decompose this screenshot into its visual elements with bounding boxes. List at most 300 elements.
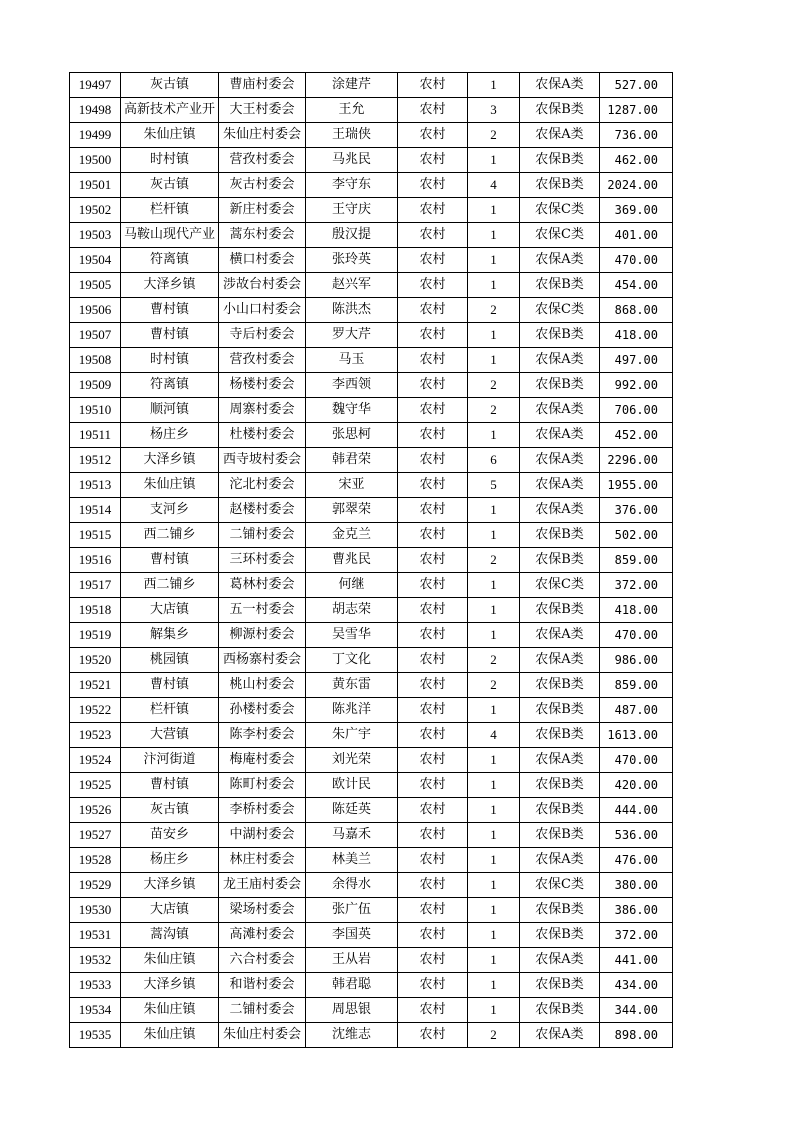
amount-cell: 418.00 <box>600 598 673 623</box>
area-type-cell: 农村 <box>398 698 468 723</box>
village-cell: 陈町村委会 <box>219 773 306 798</box>
area-type-cell: 农村 <box>398 498 468 523</box>
household-count-cell: 1 <box>468 698 520 723</box>
amount-cell: 536.00 <box>600 823 673 848</box>
row-id: 19497 <box>70 73 121 98</box>
area-type-cell: 农村 <box>398 973 468 998</box>
household-count-cell: 1 <box>468 773 520 798</box>
household-count-cell: 2 <box>468 398 520 423</box>
category-cell: 农保B类 <box>520 273 600 298</box>
village-cell: 葛林村委会 <box>219 573 306 598</box>
table-row <box>70 473 673 498</box>
person-name-cell: 魏守华 <box>306 398 398 423</box>
row-id: 19528 <box>70 848 121 873</box>
household-count-cell: 1 <box>468 223 520 248</box>
town-cell: 符离镇 <box>121 373 219 398</box>
household-count-cell: 1 <box>468 923 520 948</box>
category-cell: 农保A类 <box>520 648 600 673</box>
category-cell: 农保B类 <box>520 723 600 748</box>
category-cell: 农保A类 <box>520 498 600 523</box>
category-cell: 农保B类 <box>520 898 600 923</box>
category-cell: 农保A类 <box>520 123 600 148</box>
row-id: 19515 <box>70 523 121 548</box>
household-count-cell: 4 <box>468 723 520 748</box>
amount-cell: 372.00 <box>600 923 673 948</box>
table-row <box>70 998 673 1023</box>
village-cell: 大王村委会 <box>219 98 306 123</box>
row-id: 19505 <box>70 273 121 298</box>
table-row <box>70 848 673 873</box>
household-count-cell: 2 <box>468 1023 520 1048</box>
table-row <box>70 973 673 998</box>
household-count-cell: 1 <box>468 198 520 223</box>
household-count-cell: 1 <box>468 323 520 348</box>
category-cell: 农保B类 <box>520 173 600 198</box>
area-type-cell: 农村 <box>398 73 468 98</box>
town-cell: 杨庄乡 <box>121 423 219 448</box>
town-cell: 西二铺乡 <box>121 523 219 548</box>
category-cell: 农保A类 <box>520 448 600 473</box>
amount-cell: 470.00 <box>600 248 673 273</box>
amount-cell: 497.00 <box>600 348 673 373</box>
area-type-cell: 农村 <box>398 148 468 173</box>
amount-cell: 859.00 <box>600 548 673 573</box>
amount-cell: 986.00 <box>600 648 673 673</box>
person-name-cell: 沈维志 <box>306 1023 398 1048</box>
amount-cell: 369.00 <box>600 198 673 223</box>
category-cell: 农保B类 <box>520 673 600 698</box>
row-id: 19502 <box>70 198 121 223</box>
area-type-cell: 农村 <box>398 923 468 948</box>
household-count-cell: 1 <box>468 798 520 823</box>
row-id: 19525 <box>70 773 121 798</box>
town-cell: 苗安乡 <box>121 823 219 848</box>
amount-cell: 992.00 <box>600 373 673 398</box>
table-row <box>70 798 673 823</box>
village-cell: 曹庙村委会 <box>219 73 306 98</box>
table-row <box>70 223 673 248</box>
category-cell: 农保B类 <box>520 698 600 723</box>
town-cell: 时村镇 <box>121 348 219 373</box>
table-row <box>70 1023 673 1048</box>
town-cell: 大泽乡镇 <box>121 273 219 298</box>
row-id: 19513 <box>70 473 121 498</box>
table-row <box>70 98 673 123</box>
household-count-cell: 2 <box>468 548 520 573</box>
household-count-cell: 1 <box>468 823 520 848</box>
amount-cell: 706.00 <box>600 398 673 423</box>
village-cell: 朱仙庄村委会 <box>219 123 306 148</box>
household-count-cell: 2 <box>468 648 520 673</box>
area-type-cell: 农村 <box>398 173 468 198</box>
category-cell: 农保B类 <box>520 523 600 548</box>
row-id: 19520 <box>70 648 121 673</box>
town-cell: 栏杆镇 <box>121 698 219 723</box>
row-id: 19501 <box>70 173 121 198</box>
row-id: 19517 <box>70 573 121 598</box>
town-cell: 朱仙庄镇 <box>121 998 219 1023</box>
household-count-cell: 1 <box>468 73 520 98</box>
person-name-cell: 涂建芹 <box>306 73 398 98</box>
area-type-cell: 农村 <box>398 598 468 623</box>
village-cell: 梅庵村委会 <box>219 748 306 773</box>
town-cell: 大泽乡镇 <box>121 973 219 998</box>
person-name-cell: 欧计民 <box>306 773 398 798</box>
person-name-cell: 郭翠荣 <box>306 498 398 523</box>
table-row <box>70 123 673 148</box>
records-table <box>69 72 673 1048</box>
area-type-cell: 农村 <box>398 423 468 448</box>
person-name-cell: 罗大芹 <box>306 323 398 348</box>
village-cell: 桃山村委会 <box>219 673 306 698</box>
amount-cell: 380.00 <box>600 873 673 898</box>
category-cell: 农保B类 <box>520 823 600 848</box>
row-id: 19508 <box>70 348 121 373</box>
row-id: 19534 <box>70 998 121 1023</box>
person-name-cell: 余得水 <box>306 873 398 898</box>
town-cell: 大泽乡镇 <box>121 873 219 898</box>
person-name-cell: 胡志荣 <box>306 598 398 623</box>
row-id: 19511 <box>70 423 121 448</box>
category-cell: 农保A类 <box>520 948 600 973</box>
household-count-cell: 1 <box>468 248 520 273</box>
amount-cell: 434.00 <box>600 973 673 998</box>
table-row <box>70 598 673 623</box>
person-name-cell: 赵兴军 <box>306 273 398 298</box>
area-type-cell: 农村 <box>398 748 468 773</box>
village-cell: 孙楼村委会 <box>219 698 306 723</box>
amount-cell: 470.00 <box>600 748 673 773</box>
area-type-cell: 农村 <box>398 898 468 923</box>
person-name-cell: 周思银 <box>306 998 398 1023</box>
row-id: 19523 <box>70 723 121 748</box>
amount-cell: 420.00 <box>600 773 673 798</box>
household-count-cell: 1 <box>468 598 520 623</box>
village-cell: 二铺村委会 <box>219 523 306 548</box>
row-id: 19499 <box>70 123 121 148</box>
amount-cell: 401.00 <box>600 223 673 248</box>
amount-cell: 859.00 <box>600 673 673 698</box>
person-name-cell: 陈洪杰 <box>306 298 398 323</box>
household-count-cell: 1 <box>468 748 520 773</box>
table-row <box>70 373 673 398</box>
row-id: 19526 <box>70 798 121 823</box>
area-type-cell: 农村 <box>398 373 468 398</box>
household-count-cell: 2 <box>468 123 520 148</box>
category-cell: 农保B类 <box>520 973 600 998</box>
table-row <box>70 898 673 923</box>
area-type-cell: 农村 <box>398 823 468 848</box>
household-count-cell: 1 <box>468 148 520 173</box>
table-row <box>70 348 673 373</box>
town-cell: 曹村镇 <box>121 673 219 698</box>
category-cell: 农保A类 <box>520 848 600 873</box>
table-row <box>70 823 673 848</box>
table-row <box>70 923 673 948</box>
row-id: 19527 <box>70 823 121 848</box>
area-type-cell: 农村 <box>398 473 468 498</box>
category-cell: 农保C类 <box>520 198 600 223</box>
household-count-cell: 1 <box>468 348 520 373</box>
area-type-cell: 农村 <box>398 723 468 748</box>
category-cell: 农保A类 <box>520 623 600 648</box>
town-cell: 高新技术产业开 <box>121 98 219 123</box>
category-cell: 农保B类 <box>520 598 600 623</box>
row-id: 19529 <box>70 873 121 898</box>
town-cell: 曹村镇 <box>121 548 219 573</box>
town-cell: 灰古镇 <box>121 73 219 98</box>
category-cell: 农保B类 <box>520 98 600 123</box>
category-cell: 农保A类 <box>520 423 600 448</box>
town-cell: 朱仙庄镇 <box>121 123 219 148</box>
table-row <box>70 748 673 773</box>
town-cell: 曹村镇 <box>121 298 219 323</box>
person-name-cell: 曹兆民 <box>306 548 398 573</box>
town-cell: 曹村镇 <box>121 323 219 348</box>
village-cell: 龙王庙村委会 <box>219 873 306 898</box>
amount-cell: 462.00 <box>600 148 673 173</box>
table-row <box>70 698 673 723</box>
amount-cell: 418.00 <box>600 323 673 348</box>
household-count-cell: 1 <box>468 998 520 1023</box>
area-type-cell: 农村 <box>398 773 468 798</box>
village-cell: 灰古村委会 <box>219 173 306 198</box>
town-cell: 蒿沟镇 <box>121 923 219 948</box>
village-cell: 柳源村委会 <box>219 623 306 648</box>
category-cell: 农保C类 <box>520 873 600 898</box>
amount-cell: 736.00 <box>600 123 673 148</box>
village-cell: 中湖村委会 <box>219 823 306 848</box>
village-cell: 梁场村委会 <box>219 898 306 923</box>
person-name-cell: 宋亚 <box>306 473 398 498</box>
person-name-cell: 林美兰 <box>306 848 398 873</box>
person-name-cell: 何继 <box>306 573 398 598</box>
area-type-cell: 农村 <box>398 623 468 648</box>
town-cell: 杨庄乡 <box>121 848 219 873</box>
row-id: 19516 <box>70 548 121 573</box>
amount-cell: 344.00 <box>600 998 673 1023</box>
amount-cell: 386.00 <box>600 898 673 923</box>
village-cell: 二铺村委会 <box>219 998 306 1023</box>
village-cell: 赵楼村委会 <box>219 498 306 523</box>
table-row <box>70 298 673 323</box>
table-row <box>70 73 673 98</box>
village-cell: 高滩村委会 <box>219 923 306 948</box>
area-type-cell: 农村 <box>398 98 468 123</box>
town-cell: 大店镇 <box>121 898 219 923</box>
area-type-cell: 农村 <box>398 873 468 898</box>
row-id: 19512 <box>70 448 121 473</box>
category-cell: 农保A类 <box>520 398 600 423</box>
town-cell: 符离镇 <box>121 248 219 273</box>
category-cell: 农保B类 <box>520 998 600 1023</box>
row-id: 19522 <box>70 698 121 723</box>
household-count-cell: 1 <box>468 623 520 648</box>
person-name-cell: 王瑞侠 <box>306 123 398 148</box>
village-cell: 三环村委会 <box>219 548 306 573</box>
row-id: 19514 <box>70 498 121 523</box>
table-row <box>70 723 673 748</box>
amount-cell: 441.00 <box>600 948 673 973</box>
person-name-cell: 金克兰 <box>306 523 398 548</box>
person-name-cell: 张思柯 <box>306 423 398 448</box>
household-count-cell: 1 <box>468 423 520 448</box>
household-count-cell: 2 <box>468 673 520 698</box>
town-cell: 曹村镇 <box>121 773 219 798</box>
table-body <box>70 73 673 1048</box>
town-cell: 解集乡 <box>121 623 219 648</box>
table-row <box>70 273 673 298</box>
category-cell: 农保A类 <box>520 73 600 98</box>
category-cell: 农保B类 <box>520 148 600 173</box>
town-cell: 汴河街道 <box>121 748 219 773</box>
person-name-cell: 马兆民 <box>306 148 398 173</box>
town-cell: 时村镇 <box>121 148 219 173</box>
person-name-cell: 王从岩 <box>306 948 398 973</box>
area-type-cell: 农村 <box>398 123 468 148</box>
row-id: 19507 <box>70 323 121 348</box>
person-name-cell: 韩君荣 <box>306 448 398 473</box>
table-row <box>70 323 673 348</box>
table-row <box>70 398 673 423</box>
person-name-cell: 李西领 <box>306 373 398 398</box>
table-row <box>70 623 673 648</box>
village-cell: 周寨村委会 <box>219 398 306 423</box>
person-name-cell: 韩君聪 <box>306 973 398 998</box>
row-id: 19535 <box>70 1023 121 1048</box>
category-cell: 农保B类 <box>520 923 600 948</box>
town-cell: 栏杆镇 <box>121 198 219 223</box>
area-type-cell: 农村 <box>398 1023 468 1048</box>
table-row <box>70 548 673 573</box>
person-name-cell: 丁文化 <box>306 648 398 673</box>
row-id: 19498 <box>70 98 121 123</box>
amount-cell: 2296.00 <box>600 448 673 473</box>
area-type-cell: 农村 <box>398 548 468 573</box>
person-name-cell: 李国英 <box>306 923 398 948</box>
amount-cell: 454.00 <box>600 273 673 298</box>
household-count-cell: 4 <box>468 173 520 198</box>
person-name-cell: 马嘉禾 <box>306 823 398 848</box>
table-row <box>70 448 673 473</box>
town-cell: 顺河镇 <box>121 398 219 423</box>
village-cell: 营孜村委会 <box>219 148 306 173</box>
village-cell: 沱北村委会 <box>219 473 306 498</box>
household-count-cell: 1 <box>468 273 520 298</box>
table-row <box>70 673 673 698</box>
village-cell: 杨楼村委会 <box>219 373 306 398</box>
town-cell: 朱仙庄镇 <box>121 473 219 498</box>
amount-cell: 452.00 <box>600 423 673 448</box>
category-cell: 农保B类 <box>520 798 600 823</box>
row-id: 19533 <box>70 973 121 998</box>
household-count-cell: 2 <box>468 298 520 323</box>
table-row <box>70 573 673 598</box>
row-id: 19506 <box>70 298 121 323</box>
area-type-cell: 农村 <box>398 848 468 873</box>
person-name-cell: 王守庆 <box>306 198 398 223</box>
table-row <box>70 248 673 273</box>
town-cell: 支河乡 <box>121 498 219 523</box>
village-cell: 林庄村委会 <box>219 848 306 873</box>
category-cell: 农保A类 <box>520 473 600 498</box>
amount-cell: 2024.00 <box>600 173 673 198</box>
village-cell: 西杨寨村委会 <box>219 648 306 673</box>
table-row <box>70 423 673 448</box>
table-row <box>70 173 673 198</box>
village-cell: 五一村委会 <box>219 598 306 623</box>
household-count-cell: 2 <box>468 373 520 398</box>
table-row <box>70 498 673 523</box>
village-cell: 寺后村委会 <box>219 323 306 348</box>
village-cell: 杜楼村委会 <box>219 423 306 448</box>
household-count-cell: 1 <box>468 848 520 873</box>
village-cell: 六合村委会 <box>219 948 306 973</box>
category-cell: 农保B类 <box>520 548 600 573</box>
row-id: 19519 <box>70 623 121 648</box>
category-cell: 农保C类 <box>520 298 600 323</box>
row-id: 19509 <box>70 373 121 398</box>
village-cell: 陈李村委会 <box>219 723 306 748</box>
amount-cell: 1955.00 <box>600 473 673 498</box>
area-type-cell: 农村 <box>398 673 468 698</box>
person-name-cell: 张玲英 <box>306 248 398 273</box>
table-row <box>70 523 673 548</box>
amount-cell: 502.00 <box>600 523 673 548</box>
town-cell: 大泽乡镇 <box>121 448 219 473</box>
area-type-cell: 农村 <box>398 348 468 373</box>
person-name-cell: 吴雪华 <box>306 623 398 648</box>
row-id: 19530 <box>70 898 121 923</box>
category-cell: 农保C类 <box>520 223 600 248</box>
category-cell: 农保B类 <box>520 323 600 348</box>
amount-cell: 487.00 <box>600 698 673 723</box>
household-count-cell: 1 <box>468 873 520 898</box>
area-type-cell: 农村 <box>398 198 468 223</box>
village-cell: 蒿东村委会 <box>219 223 306 248</box>
area-type-cell: 农村 <box>398 248 468 273</box>
person-name-cell: 殷汉提 <box>306 223 398 248</box>
person-name-cell: 刘光荣 <box>306 748 398 773</box>
household-count-cell: 1 <box>468 898 520 923</box>
table-row <box>70 148 673 173</box>
town-cell: 大店镇 <box>121 598 219 623</box>
town-cell: 桃园镇 <box>121 648 219 673</box>
amount-cell: 868.00 <box>600 298 673 323</box>
village-cell: 营孜村委会 <box>219 348 306 373</box>
town-cell: 灰古镇 <box>121 173 219 198</box>
row-id: 19524 <box>70 748 121 773</box>
amount-cell: 898.00 <box>600 1023 673 1048</box>
category-cell: 农保A类 <box>520 348 600 373</box>
table-row <box>70 948 673 973</box>
area-type-cell: 农村 <box>398 573 468 598</box>
row-id: 19518 <box>70 598 121 623</box>
person-name-cell: 张广伍 <box>306 898 398 923</box>
household-count-cell: 6 <box>468 448 520 473</box>
amount-cell: 376.00 <box>600 498 673 523</box>
village-cell: 涉故台村委会 <box>219 273 306 298</box>
household-count-cell: 3 <box>468 98 520 123</box>
person-name-cell: 陈廷英 <box>306 798 398 823</box>
area-type-cell: 农村 <box>398 998 468 1023</box>
row-id: 19531 <box>70 923 121 948</box>
category-cell: 农保A类 <box>520 748 600 773</box>
table-row <box>70 773 673 798</box>
village-cell: 横口村委会 <box>219 248 306 273</box>
person-name-cell: 马玉 <box>306 348 398 373</box>
area-type-cell: 农村 <box>398 798 468 823</box>
